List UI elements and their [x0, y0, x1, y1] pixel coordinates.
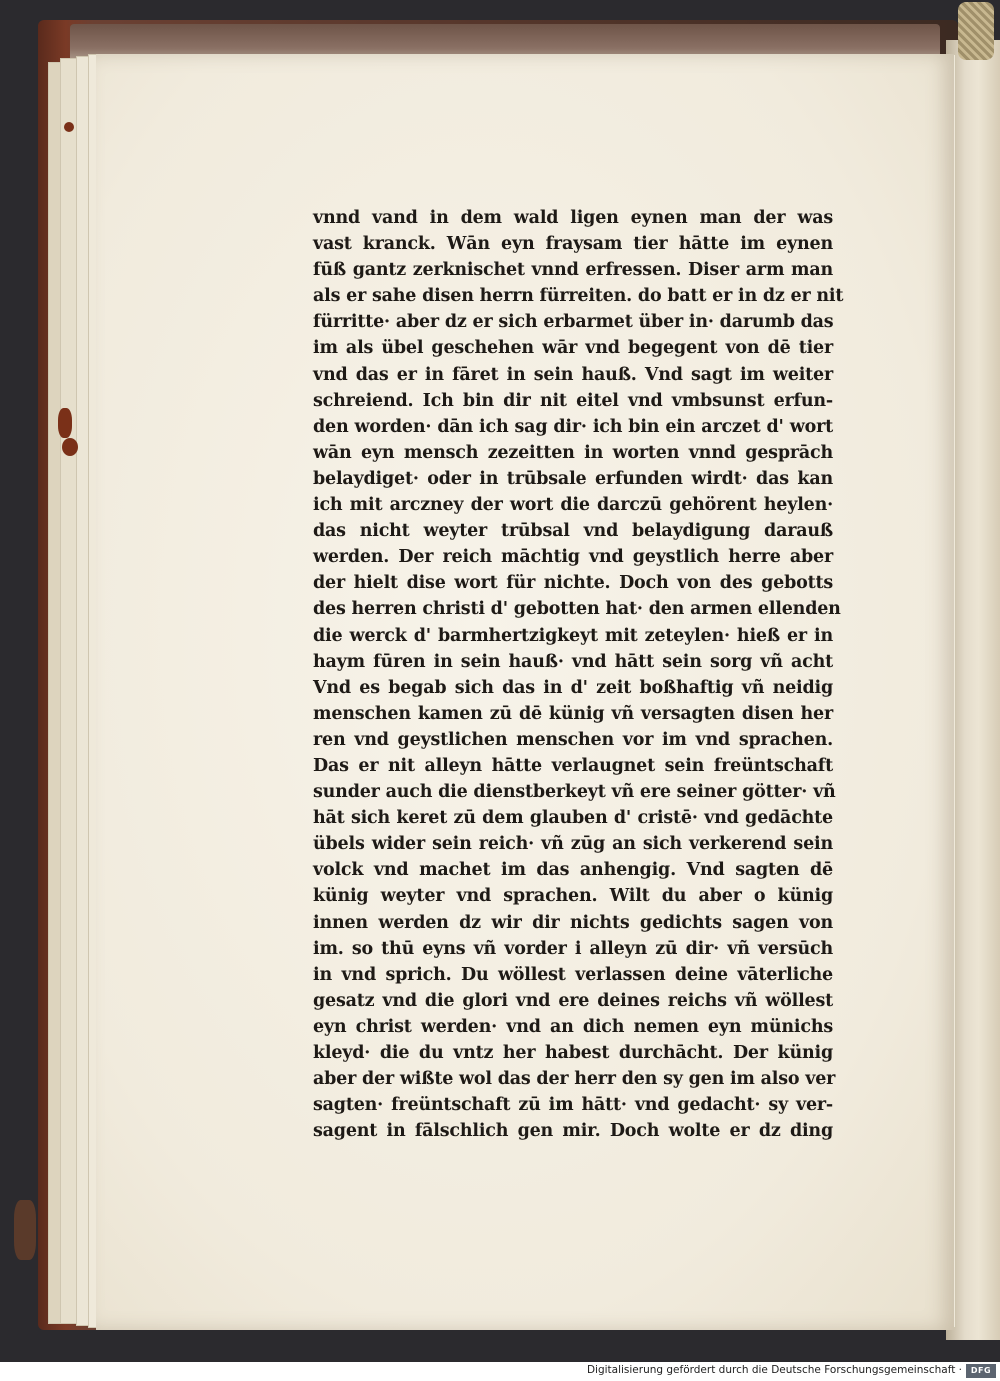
text-line: gesatz vnd die glori vnd ere deines reichs vñ wöllest — [313, 990, 833, 1011]
text-line: sunder auch die dienstberkeyt vñ ere seiner götter· vñ — [313, 782, 836, 803]
damage-spot — [58, 408, 72, 438]
text-line: kleyd· die du vntz her habest durchācht. Der künig — [313, 1043, 833, 1063]
funding-credit: Digitalisierung gefördert durch die Deutsche Forschungsgemeinschaft · — [586, 1364, 962, 1376]
text-line: haym fūren in sein hauß· vnd hātt sein sorg vñ acht — [313, 651, 833, 672]
text-line: in vnd sprich. Du wöllest verlassen deine vāterliche — [313, 964, 833, 985]
dfg-logo: DFG — [966, 1364, 996, 1378]
text-line: die werck d' barmhertzigkeyt mit zeteylen· hieß er in — [313, 625, 833, 646]
text-line: hāt sich keret zū dem glauben d' cristē· vnd gedāchte — [313, 808, 833, 829]
text-line: wān eyn mensch zezeitten in worten vnnd gesprāch — [313, 442, 833, 463]
text-line: belaydiget· oder in trūbsale erfunden wirdt· das kan — [313, 468, 833, 489]
footer-bar — [0, 1362, 1000, 1381]
text-line: vast kranck. Wān eyn fraysam tier hātte im eynen — [313, 234, 833, 255]
damage-spot — [14, 1200, 36, 1260]
text-line: des herren christi d' gebotten hat· den armen ellenden — [313, 599, 841, 620]
text-line: im. so thū eyns vñ vorder i alleyn zū dir· vñ versūch — [313, 938, 833, 959]
text-line: übels wider sein reich· vñ zūg an sich verkerend sein — [313, 834, 833, 855]
text-line: im als übel geschehen wār vnd begegent von dē tier — [313, 338, 833, 359]
text-line: innen werden dz wir dir nichts gedichts sagen von — [313, 912, 833, 933]
text-line: sagten· freüntschaft zū im hātt· vnd gedacht· sy ver- — [313, 1095, 833, 1116]
damage-spot — [62, 438, 78, 456]
text-line: aber der wißte wol das der herr den sy gen im also ver — [313, 1069, 836, 1090]
text-line: vnd das er in fāret in sein hauß. Vnd sagt im weiter — [313, 364, 833, 385]
text-line: Vnd es begab sich das in d' zeit boßhaftig vñ neidig — [313, 677, 833, 698]
text-block — [313, 205, 844, 1144]
text-line: als er sahe disen herrn fürreiten. do batt er in dz er nit — [313, 286, 844, 307]
text-line: sagent in fālschlich gen mir. Doch wolte er dz ding — [313, 1121, 833, 1142]
text-line: den worden· dān ich sag dir· ich bin ein arczet d' wort — [313, 416, 833, 437]
text-line: fūß gantz zerknischet vnnd erfressen. Diser arm man — [313, 260, 833, 281]
text-line: schreiend. Ich bin dir nit eitel vnd vmbsunst erfun- — [313, 390, 833, 411]
binding-string — [958, 2, 994, 60]
text-line: ren vnd geystlichen menschen vor im vnd sprachen. — [313, 729, 833, 750]
text-line: fürritte· aber dz er sich erbarmet über in· darumb das — [313, 312, 834, 333]
text-line: das nicht weyter trūbsal vnd belaydigung darauß — [313, 521, 833, 542]
text-line: werden. Der reich māchtig vnd geystlich herre aber — [313, 547, 833, 568]
text-line: menschen kamen zū dē künig vñ versagten disen her — [313, 703, 833, 724]
text-line: künig weyter vnd sprachen. Wilt du aber o künig — [313, 886, 833, 907]
text-line: volck vnd machet im das anhengig. Vnd sagten dē — [313, 860, 833, 881]
text-line: eyn christ werden· vnd an dich nemen eyn münichs — [313, 1016, 833, 1037]
text-line: der hielt dise wort für nichte. Doch von des gebotts — [313, 573, 833, 594]
text-line: Das er nit alleyn hātte verlaugnet sein freüntschaft — [313, 755, 833, 776]
damage-spot — [64, 122, 74, 132]
text-line: ich mit arczney der wort die darczū gehörent heylen· — [313, 495, 833, 516]
text-line: vnnd vand in dem wald ligen eynen man der was — [313, 208, 833, 228]
